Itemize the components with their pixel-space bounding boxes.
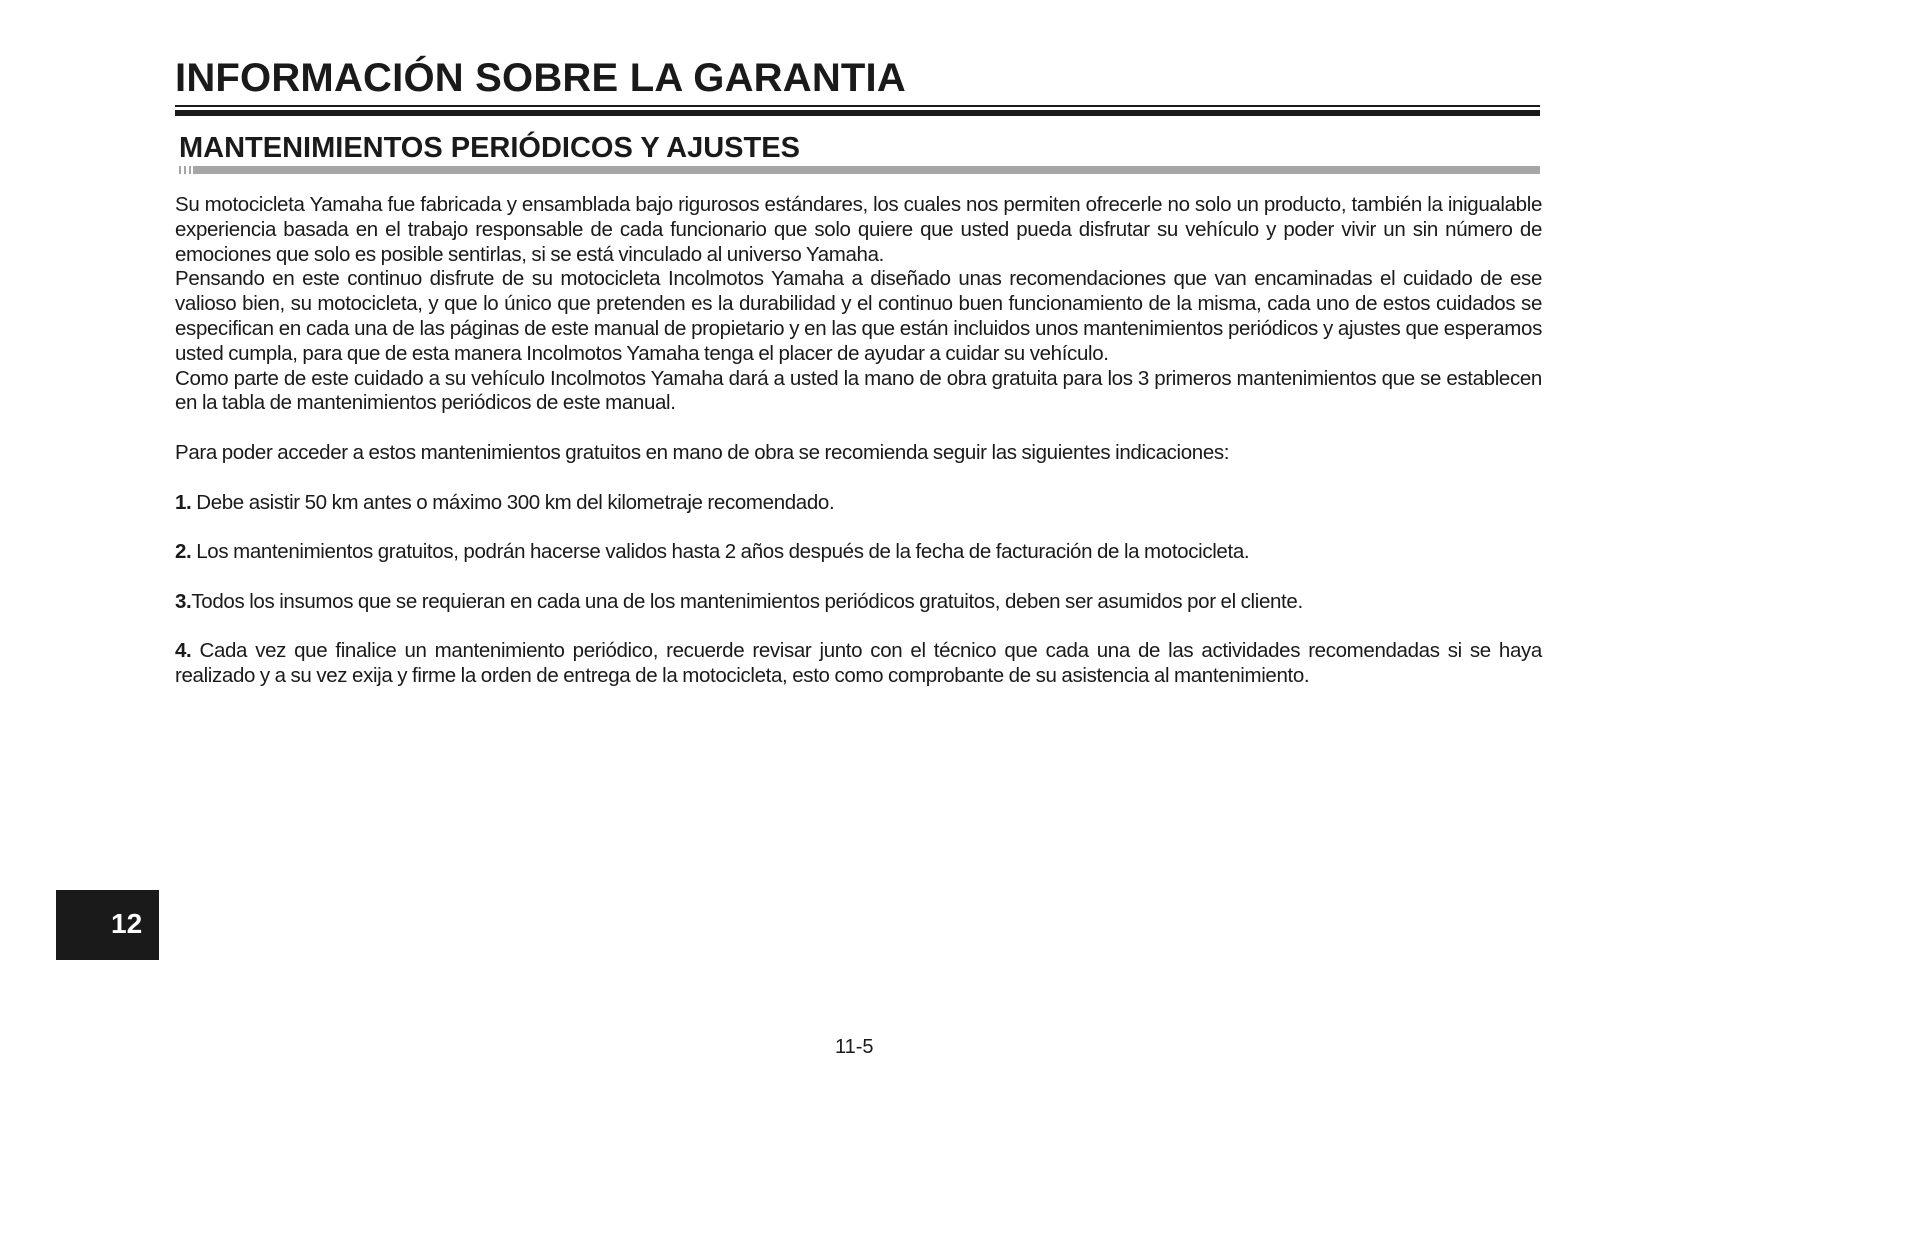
list-item-number: 1. — [175, 490, 192, 514]
section-heading: MANTENIMIENTOS PERIÓDICOS Y AJUSTES — [179, 132, 800, 164]
list-item-2 — [175, 540, 1542, 565]
list-item-1 — [175, 491, 1542, 516]
section-rule-tick — [179, 166, 181, 174]
body-text — [175, 193, 1542, 689]
list-item-text: Cada vez que finalice un mantenimiento periódico, recuerde revisar junto con el técnico que cada una de las actividades recomendadas si se haya realizado y a su vez exija y firme la orden de entrega de la motocicleta, esto como comprobante de su asistencia al mantenimiento. — [175, 639, 1542, 688]
chapter-tab — [56, 890, 159, 960]
list-item-number: 3. — [175, 589, 192, 613]
paragraph-intro-1: Su motocicleta Yamaha fue fabricada y ensamblada bajo rigurosos estándares, los cuales nos permiten ofrecerle no solo un producto, también la inigualable experiencia basada en el trabajo responsable de cada funcionario que solo quiere que usted pueda disfrutar su vehículo y poder vivir un sin número de emociones que solo es posible sentirlas, si se está vinculado al universo Yamaha. — [175, 193, 1542, 266]
list-item-number: 4. — [175, 639, 192, 663]
list-item-text: Todos los insumos que se requieran en cada una de los mantenimientos periódicos gratuitos, deben ser asumidos por el cliente. — [191, 589, 1303, 613]
list-item-3 — [175, 590, 1542, 615]
page-number: 11-5 — [835, 1036, 874, 1058]
section-rule-tick — [184, 166, 186, 174]
title-rule-thin — [175, 105, 1540, 107]
list-item-text: Debe asistir 50 km antes o máximo 300 km del kilometraje recomendado. — [191, 490, 835, 514]
section-rule-tick — [189, 166, 191, 174]
paragraph-intro-3: Como parte de este cuidado a su vehículo Incolmotos Yamaha dará a usted la mano de obra gratuita para los 3 primeros mantenimientos que se establecen en la tabla de mantenimientos periódicos de este manual. — [175, 366, 1542, 415]
page-title: INFORMACIÓN SOBRE LA GARANTIA — [175, 56, 906, 100]
list-item-4 — [175, 639, 1542, 689]
paragraph-lead-in: Para poder acceder a estos mantenimientos gratuitos en mano de obra se recomienda seguir las siguientes indicaciones: — [175, 440, 1230, 464]
section-rule-bar — [193, 166, 1540, 174]
list-item-text: Los mantenimientos gratuitos, podrán hacerse validos hasta 2 años después de la fecha de facturación de la motocicleta. — [191, 540, 1250, 564]
chapter-tab-number: 12 — [111, 908, 143, 939]
title-rule-thick — [175, 110, 1540, 116]
list-item-number: 2. — [175, 540, 192, 564]
paragraph-intro-2: Pensando en este continuo disfrute de su motocicleta Incolmotos Yamaha a diseñado unas recomendaciones que van encaminadas el cuidado de ese valioso bien, su motocicleta, y que lo único que pretenden es la durabilidad y el continuo buen funcionamiento de la misma, cada uno de estos cuidados se especifican en cada una de las páginas de este manual de propietario y en las que están incluidos unos mantenimientos periódicos y ajustes que esperamos usted cumpla, para que de esta manera Incolmotos Yamaha tenga el placer de ayudar a cuidar su vehículo. — [175, 267, 1542, 365]
section-rule — [179, 166, 1540, 174]
